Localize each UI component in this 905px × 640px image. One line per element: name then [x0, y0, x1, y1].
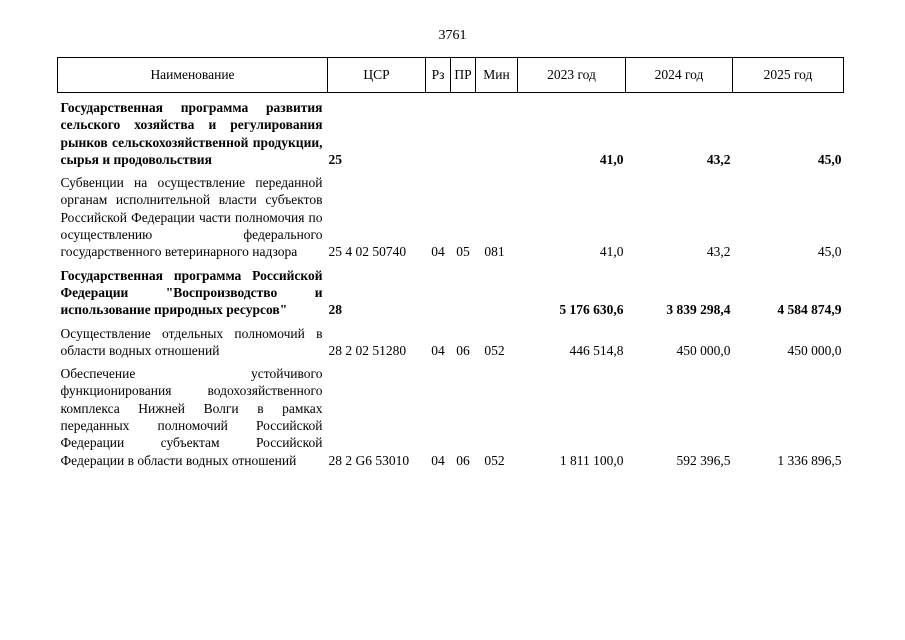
cell-rz — [426, 267, 451, 319]
cell-min — [476, 99, 518, 168]
cell-pr: 06 — [456, 452, 470, 468]
cell-csr: 28 — [328, 302, 342, 318]
cell-name: Обеспечение устойчивого функционирования водохозяйственного комплекса Нижней Волги в рамках переданных полномочий Российской Федерации субъектам Российской Федерации в области водных отношений — [60, 366, 323, 468]
cell-rz: 04 — [431, 244, 445, 260]
cell-y2024: 592 396,5 — [676, 452, 731, 468]
cell-min: 052 — [484, 452, 505, 468]
cell-min — [476, 267, 518, 319]
header-2024: 2024 год — [626, 58, 733, 93]
budget-table — [57, 57, 844, 469]
header-name: Наименование — [58, 58, 328, 93]
header-2025: 2025 год — [733, 58, 844, 93]
cell-pr — [451, 267, 476, 319]
header-csr: ЦСР — [328, 58, 426, 93]
cell-y2023: 41,0 — [599, 244, 624, 260]
table-row — [58, 267, 844, 319]
cell-y2023: 5 176 630,6 — [559, 302, 624, 318]
cell-y2024: 3 839 298,4 — [666, 302, 731, 318]
table-row — [58, 99, 844, 168]
cell-csr: 25 — [328, 151, 342, 167]
table-row — [58, 365, 844, 469]
table-row — [58, 174, 844, 260]
cell-y2025: 1 336 896,5 — [777, 452, 842, 468]
cell-rz: 04 — [431, 452, 445, 468]
cell-pr: 05 — [456, 244, 470, 260]
cell-min: 081 — [484, 244, 505, 260]
header-pr: ПР — [451, 58, 476, 93]
cell-y2023: 1 811 100,0 — [559, 452, 624, 468]
cell-y2025: 45,0 — [817, 244, 842, 260]
cell-rz: 04 — [431, 342, 445, 358]
table-header-row — [58, 58, 844, 93]
cell-rz — [426, 99, 451, 168]
cell-csr: 25 4 02 50740 — [328, 244, 407, 260]
cell-y2023: 446 514,8 — [569, 342, 624, 358]
cell-y2025: 45,0 — [817, 151, 842, 167]
cell-pr: 06 — [456, 342, 470, 358]
cell-y2025: 450 000,0 — [787, 342, 842, 358]
cell-name: Государственная программа развития сельского хозяйства и регулирования рынков сельскохозяйственной продукции, сырья и продовольствия — [60, 100, 323, 167]
cell-csr: 28 2 02 51280 — [328, 342, 407, 358]
cell-csr: 28 2 G6 53010 — [328, 452, 410, 468]
cell-y2025: 4 584 874,9 — [777, 302, 842, 318]
table-row — [58, 325, 844, 360]
page-number: 3761 — [438, 28, 467, 43]
header-2023: 2023 год — [518, 58, 626, 93]
cell-y2024: 450 000,0 — [676, 342, 731, 358]
cell-y2024: 43,2 — [706, 244, 731, 260]
cell-min: 052 — [484, 342, 505, 358]
header-min: Мин — [476, 58, 518, 93]
cell-y2024: 43,2 — [706, 151, 731, 167]
cell-pr — [451, 99, 476, 168]
cell-name: Субвенции на осуществление переданной органам исполнительной власти субъектов Российской Федерации части полномочия по осуществлению федерального государственного ветеринарного надзора — [60, 175, 323, 260]
cell-y2023: 41,0 — [599, 151, 624, 167]
cell-name: Государственная программа Российской Федерации "Воспроизводство и использование природных ресурсов" — [60, 267, 323, 318]
cell-name: Осуществление отдельных полномочий в области водных отношений — [60, 325, 323, 358]
header-rz: Рз — [426, 58, 451, 93]
